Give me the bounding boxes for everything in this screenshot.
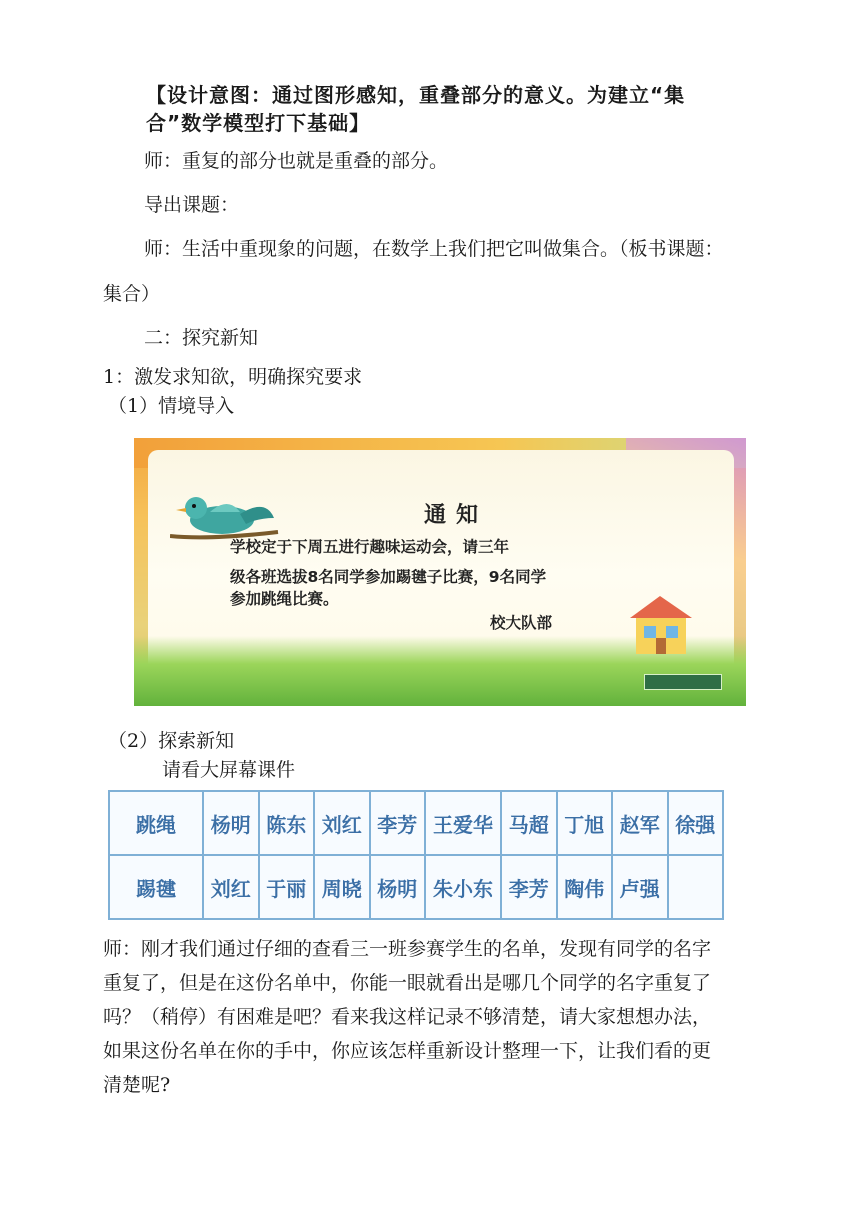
table-cell: 王爱华 <box>425 791 501 855</box>
table-row <box>109 791 723 855</box>
table-cell <box>668 855 724 919</box>
table-row <box>109 855 723 919</box>
table-cell: 马超 <box>501 791 557 855</box>
closing-line-2: 重复了，但是在这份名单中，你能一眼就看出是哪几个同学的名字重复了 <box>103 972 712 994</box>
table-cell: 李芳 <box>501 855 557 919</box>
table-cell: 于丽 <box>259 855 315 919</box>
table-cell: 刘红 <box>203 855 259 919</box>
table-cell: 朱小东 <box>425 855 501 919</box>
closing-line-1: 师：刚才我们通过仔细的查看三一班参赛学生的名单，发现有同学的名字 <box>103 938 712 960</box>
notice-signature: 校大队部 <box>490 614 553 632</box>
notice-slide-image <box>134 438 746 706</box>
design-intent-line-2: 合”数学模型打下基础】 <box>146 111 371 135</box>
design-intent-line-1: 【设计意图：通过图形感知，重叠部分的意义。为建立“集 <box>146 83 686 107</box>
table-cell: 杨明 <box>203 791 259 855</box>
notice-title: 通知 <box>424 503 489 528</box>
sub-heading-2: （2）探索新知 <box>108 730 235 752</box>
closing-line-5: 清楚呢? <box>103 1074 171 1096</box>
table-cell: 陶伟 <box>557 855 613 919</box>
table-cell: 赵军 <box>612 791 668 855</box>
slide-nav-bar <box>644 674 722 690</box>
table-cell: 徐强 <box>668 791 724 855</box>
teacher-line-1: 师：重复的部分也就是重叠的部分。 <box>144 150 449 172</box>
participants-table <box>108 790 724 924</box>
see-screen-line: 请看大屏幕课件 <box>162 759 296 781</box>
table-cell: 周晓 <box>314 855 370 919</box>
sub-heading-1: （1）情境导入 <box>108 395 235 417</box>
closing-paragraph <box>103 932 758 1102</box>
notice-body-line-1: 学校定于下周五进行趣味运动会，请三年 <box>230 538 510 556</box>
table-cell: 刘红 <box>314 791 370 855</box>
table-cell: 卢强 <box>612 855 668 919</box>
table-cell: 丁旭 <box>557 791 613 855</box>
table-cell: 踢毽 <box>109 855 203 919</box>
step-heading: 1：激发求知欲，明确探究要求 <box>103 366 363 388</box>
table-cell: 杨明 <box>370 855 426 919</box>
closing-line-3: 吗？（稍停）有困难是吧？看来我这样记录不够清楚，请大家想想办法， <box>103 1006 712 1028</box>
teacher-line-2a: 师：生活中重现象的问题，在数学上我们把它叫做集合。（板书课题： <box>144 238 724 260</box>
section-heading: 二：探究新知 <box>144 327 259 349</box>
lead-topic-line: 导出课题： <box>144 194 240 216</box>
table-cell: 跳绳 <box>109 791 203 855</box>
notice-body-line-3: 参加跳绳比赛。 <box>230 590 339 608</box>
table-cell: 陈东 <box>259 791 315 855</box>
teacher-line-2b: 集合） <box>103 283 161 305</box>
notice-body-line-2: 级各班选拔8名同学参加踢毽子比赛，9名同学 <box>230 568 547 586</box>
table-cell: 李芳 <box>370 791 426 855</box>
closing-line-4: 如果这份名单在你的手中，你应该怎样重新设计整理一下，让我们看的更 <box>103 1040 712 1062</box>
